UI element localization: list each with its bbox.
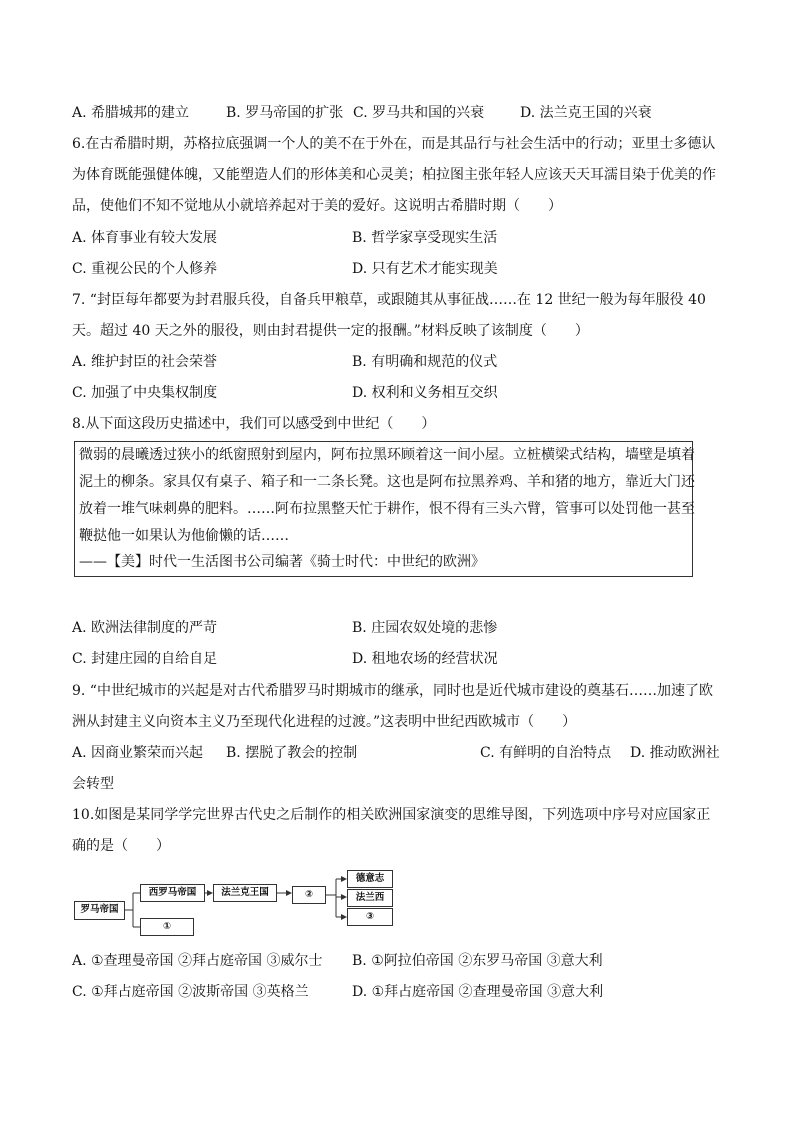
- q10-option-c: C. ①拜占庭帝国 ②波斯帝国 ③英格兰: [72, 984, 309, 1000]
- q8-option-d: D. 租地农场的经营状况: [352, 651, 498, 667]
- q10-option-d: D. ①拜占庭帝国 ②查理曼帝国 ③意大利: [352, 984, 604, 1000]
- q6-stem-line-3: 品，使他们不知不觉地从小就培养起对于美的爱好。这说明古希腊时期（ ）: [72, 198, 562, 214]
- q5-option-b: B. 罗马帝国的扩张: [226, 105, 344, 121]
- q6-stem-line-2: 为体育既能强健体魄，又能塑造人们的形体美和心灵美；柏拉图主张年轻人应该天天耳濡目染于优美的作: [72, 167, 716, 183]
- q5-option-d: D. 法兰克王国的兴衰: [520, 105, 652, 121]
- q9-option-c: C. 有鲜明的自治特点: [480, 745, 612, 761]
- diagram-node-france: 法兰西: [347, 889, 393, 907]
- diagram-node-blank-2: ②: [292, 886, 326, 904]
- diagram-node-frankish-kingdom: 法兰克王国: [213, 884, 277, 902]
- q10-option-a: A. ①查理曼帝国 ②拜占庭帝国 ③威尔士: [72, 953, 323, 969]
- q9-option-b: B. 摆脱了教会的控制: [226, 745, 358, 761]
- diagram-node-roman-empire: 罗马帝国: [74, 901, 125, 920]
- q10-stem-line-1: 10.如图是某同学学完世界古代史之后制作的相关欧洲国家演变的思维导图，下列选项中序号对应国家正: [72, 807, 711, 823]
- q8-quote-line-4: 鞭挞他一如果认为他偷懒的话……: [79, 528, 289, 544]
- q9-option-d: D. 推动欧洲社: [630, 745, 720, 761]
- q9-stem-line-1: 9. “中世纪城市的兴起是对古代希腊罗马时期城市的继承，同时也是近代城市建设的奠基石……加速了欧: [72, 683, 713, 699]
- q8-quote-line-3: 放着一堆气味刺鼻的肥料。……阿布拉黑整天忙于耕作，恨不得有三头六臂，管事可以处罚他一甚至: [79, 501, 695, 517]
- q9-stem-line-2: 洲从封建主义向资本主义乃至现代化进程的过渡。”这表明中世纪西欧城市（ ）: [72, 714, 577, 730]
- q8-quote-source: ——【美】时代一生活图书公司编著《骑士时代：中世纪的欧洲》: [79, 554, 485, 570]
- q7-option-d: D. 权利和义务相互交织: [352, 385, 498, 401]
- q6-option-a: A. 体育事业有较大发展: [72, 230, 218, 246]
- q8-quote-line-1: 微弱的晨曦透过狭小的纸窗照射到屋内，阿布拉黑环顾着这一间小屋。立桩横梁式结构，墙壁是填着: [79, 447, 695, 463]
- q6-option-b: B. 哲学家享受现实生活: [352, 230, 498, 246]
- diagram-node-blank-3: ③: [347, 908, 393, 926]
- diagram-node-blank-1: ①: [140, 918, 194, 936]
- q8-option-b: B. 庄园农奴处境的悲惨: [352, 620, 498, 636]
- q8-quote-line-2: 泥土的柳条。家具仅有桌子、箱子和一二条长凳。这也是阿布拉黑养鸡、羊和猪的地方，靠近大门还: [79, 474, 695, 490]
- q6-stem-line-1: 6.在古希腊时期，苏格拉底强调一个人的美不在于外在，而是其品行与社会生活中的行动；亚里士多德认: [72, 136, 716, 152]
- q7-option-b: B. 有明确和规范的仪式: [352, 354, 498, 370]
- q8-option-a: A. 欧洲法律制度的严苛: [72, 620, 218, 636]
- q7-option-a: A. 维护封臣的社会荣誉: [72, 354, 218, 370]
- q9-option-a: A. 因商业繁荣而兴起: [72, 745, 204, 761]
- q7-stem-line-2: 天。超过 40 天之外的服役，则由封君提供一定的报酬。”材料反映了该制度（ ）: [72, 323, 589, 339]
- q7-option-c: C. 加强了中央集权制度: [72, 385, 218, 401]
- diagram-node-western-roman-empire: 西罗马帝国: [140, 884, 205, 902]
- q7-stem-line-1: 7. “封臣每年都要为封君服兵役，自备兵甲粮草，或跟随其从事征战……在 12 世纪一般为每年服役 40: [72, 292, 706, 308]
- q10-option-b: B. ①阿拉伯帝国 ②东罗马帝国 ③意大利: [352, 953, 603, 969]
- q10-stem-line-2: 确的是（ ）: [72, 838, 170, 854]
- q5-option-a: A. 希腊城邦的建立: [72, 105, 190, 121]
- q6-option-c: C. 重视公民的个人修养: [72, 261, 218, 277]
- q9-option-d-wrap: 会转型: [72, 776, 114, 792]
- q8-option-c: C. 封建庄园的自给自足: [72, 651, 218, 667]
- q5-option-c: C. 罗马共和国的兴衰: [353, 105, 485, 121]
- diagram-node-germany: 德意志: [347, 870, 393, 888]
- q8-stem: 8.从下面这段历史描述中，我们可以感受到中世纪（ ）: [72, 416, 436, 432]
- q6-option-d: D. 只有艺术才能实现美: [352, 261, 498, 277]
